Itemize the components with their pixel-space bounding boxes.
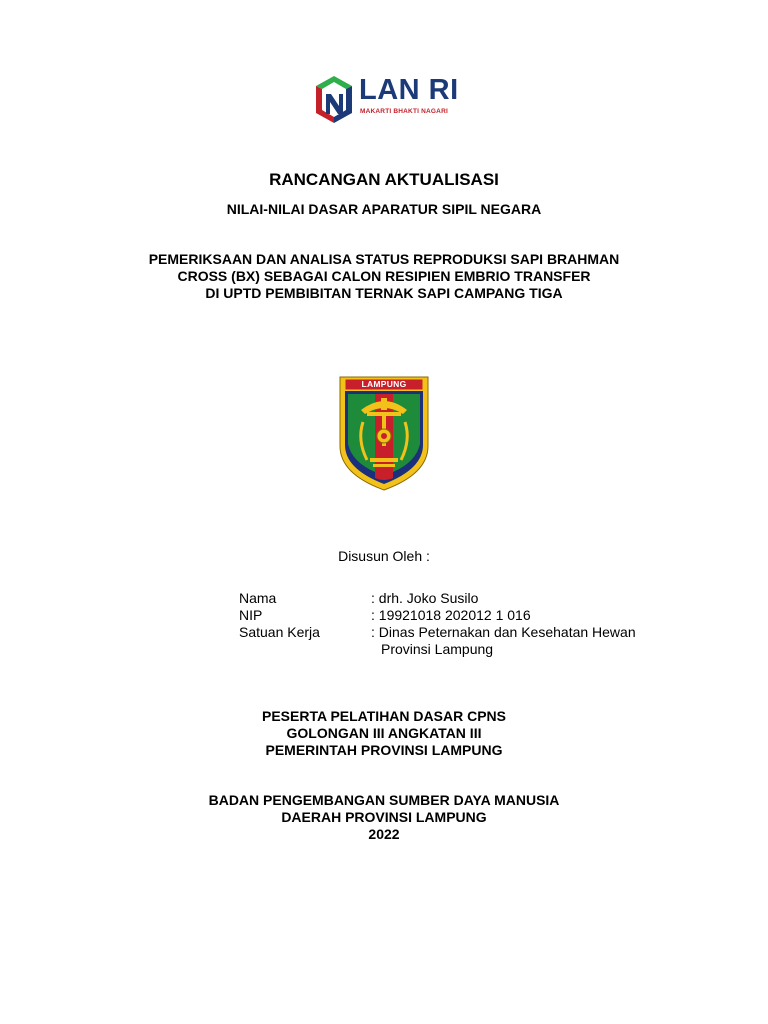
author-name-row	[239, 590, 636, 607]
topic-line: DI UPTD PEMBIBITAN TERNAK SAPI CAMPANG TIGA	[205, 285, 563, 301]
author-unit-row	[239, 624, 636, 641]
participant-line: PESERTA PELATIHAN DASAR CPNS	[262, 708, 506, 724]
lan-ri-logo	[312, 72, 462, 124]
compiled-by-heading: Disusun Oleh :	[338, 548, 430, 564]
unit-value: : Dinas Peternakan dan Kesehatan Hewan	[371, 624, 636, 640]
topic-line: CROSS (BX) SEBAGAI CALON RESIPIEN EMBRIO TRANSFER	[177, 268, 591, 284]
agency-block	[0, 792, 768, 843]
lan-ri-tagline: MAKARTI BHAKTI NAGARI	[360, 108, 448, 115]
document-subtitle: NILAI-NILAI DASAR APARATUR SIPIL NEGARA	[226, 201, 542, 217]
participant-line: PEMERINTAH PROVINSI LAMPUNG	[265, 742, 503, 758]
unit-label: Satuan Kerja	[239, 624, 320, 640]
participant-line: GOLONGAN III ANGKATAN III	[286, 725, 482, 741]
agency-line: DAERAH PROVINSI LAMPUNG	[281, 809, 487, 825]
agency-year: 2022	[368, 826, 400, 842]
lampung-shield-icon	[337, 374, 431, 492]
unit-value-continuation: Provinsi Lampung	[381, 641, 494, 657]
lan-ri-cube-icon	[312, 72, 358, 124]
document-title: RANCANGAN AKTUALISASI	[269, 170, 499, 189]
topic-line: PEMERIKSAAN DAN ANALISA STATUS REPRODUKSI SAPI BRAHMAN	[148, 251, 620, 267]
lampung-emblem	[337, 374, 431, 492]
author-nip-row	[239, 607, 636, 624]
agency-line: BADAN PENGEMBANGAN SUMBER DAYA MANUSIA	[208, 792, 560, 808]
lan-ri-logo-text: LAN RI	[359, 74, 459, 106]
emblem-banner-text: LAMPUNG	[361, 379, 407, 389]
nip-value: : 19921018 202012 1 016	[371, 607, 531, 623]
author-info	[239, 590, 636, 658]
topic-block	[0, 251, 768, 302]
nip-label: NIP	[239, 607, 263, 623]
name-label: Nama	[239, 590, 277, 606]
participant-block	[0, 708, 768, 759]
name-value: : drh. Joko Susilo	[371, 590, 479, 606]
